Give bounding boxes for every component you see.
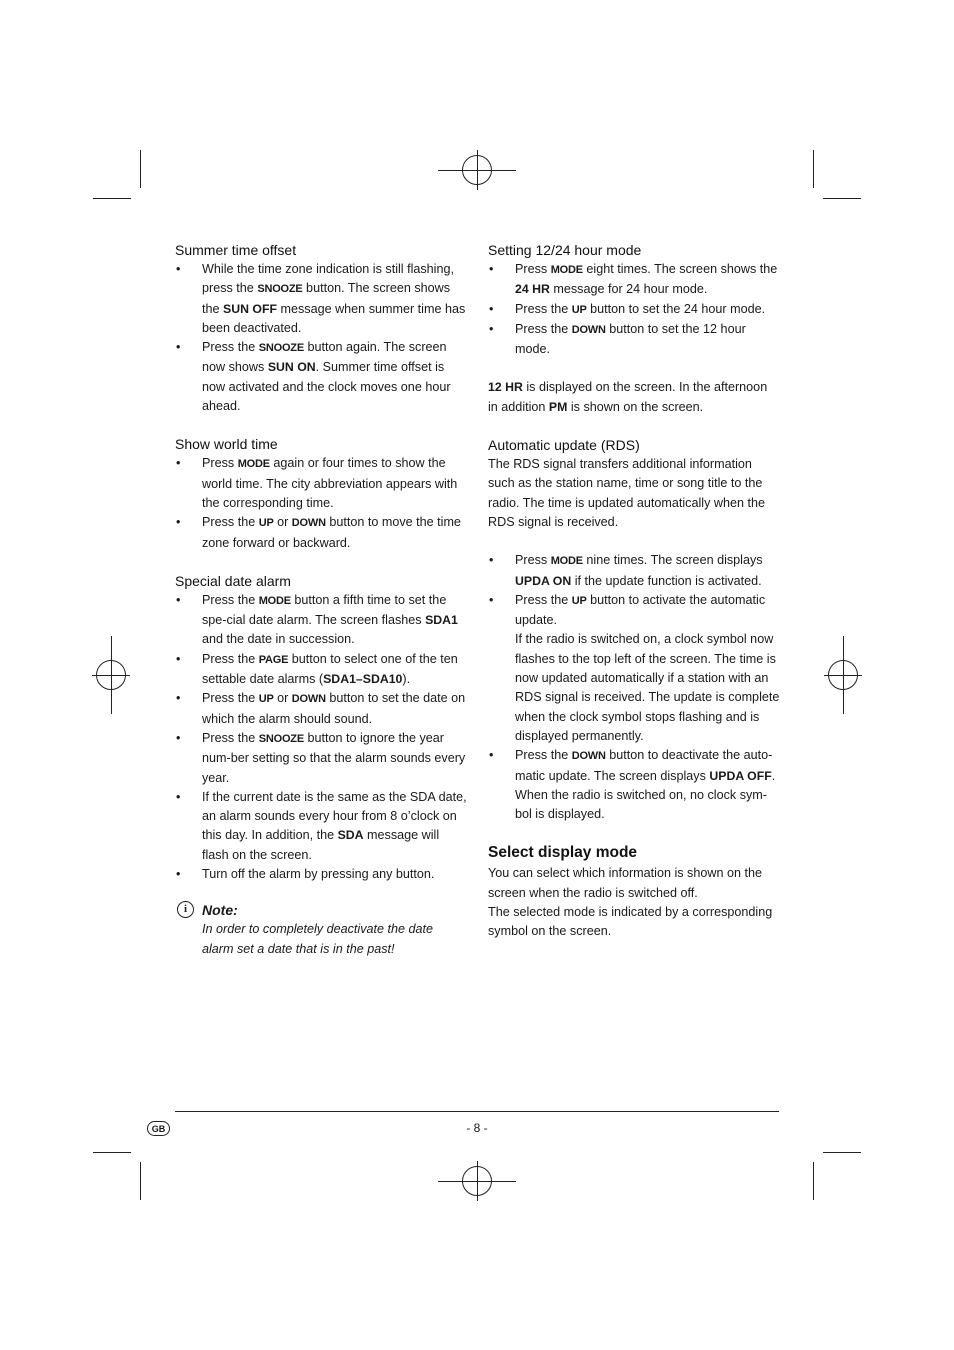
special-date-alarm-section [175,571,467,884]
language-badge: GB [147,1121,170,1136]
list-item: • Press the UP or DOWN button to set the date on which the alarm should sound. [175,689,467,729]
summer-time-list [175,260,467,416]
list-item: • Press the DOWN button to deactivate the auto-matic update. The screen displays UPDA OFF. When the radio is switched on, no clock sym-bol is displayed. [488,746,780,824]
list-item: • Press the SNOOZE button to ignore the year num-ber setting so that the alarm sounds every year. [175,729,467,788]
list-item: • While the time zone indication is still flashing, press the SNOOZE button. The screen shows the SUN OFF message when summer time has been deactivated. [175,260,467,338]
rds-heading: Automatic update (RDS) [488,437,640,454]
note-heading [175,900,467,920]
info-icon: i [177,901,194,918]
list-item: • Press the UP button to set the 24 hour mode. [488,300,780,320]
list-item: • Press MODE eight times. The screen shows the 24 HR message for 24 hour mode. [488,260,780,300]
hour-mode-section [488,240,780,417]
note-box [175,900,467,959]
list-item: • Press the PAGE button to select one of the ten settable date alarms (SDA1–SDA10). [175,650,467,690]
list-item: • Press the SNOOZE button again. The screen now shows SUN ON. Summer time offset is now activated and the clock moves one hour ahead. [175,338,467,416]
list-item: • Press the DOWN button to set the 12 hour mode. [488,320,780,360]
display-mode-heading: Select display mode [488,844,638,862]
note-text: In order to completely deactivate the date alarm set a date that is in the past! [202,922,434,956]
page-number: - 8 - [466,1121,488,1135]
display-mode-p1: You can select which information is shown on the screen when the radio is switched off. [488,866,762,900]
hour-mode-list [488,260,780,359]
list-item: • Press MODE again or four times to show the world time. The city abbreviation appears with the corresponding time. [175,454,467,513]
list-item: • Press the MODE button a fifth time to set the spe-cial date alarm. The screen flashes SDA1 and the date in succession. [175,591,467,650]
special-date-alarm-heading: Special date alarm [175,572,291,589]
list-item: • Press the UP button to activate the automatic update. If the radio is switched on, a clock symbol now flashes to the top left of the screen. The time is now updated automatically if a station with an RDS signal is received. The update is complete when the clock symbol stops flashing and is displayed permanently. [488,591,780,746]
list-item: • Press MODE nine times. The screen displays UPDA ON if the update function is activated. [488,551,780,591]
footer-divider [175,1111,779,1112]
note-title: Note: [202,902,238,919]
right-column [488,240,780,942]
rds-intro: The RDS signal transfers additional information such as the station name, time or song title to the radio. The time is updated automatically when the RDS signal is received. [488,457,765,529]
hour-mode-paragraph: 12 HR is displayed on the screen. In the afternoon in addition PM is shown on the screen. [488,380,768,414]
list-item: • Turn off the alarm by pressing any button. [175,865,467,884]
summer-time-section [175,240,467,416]
special-date-alarm-list [175,591,467,884]
display-mode-p2: The selected mode is indicated by a corresponding symbol on the screen. [488,905,773,939]
display-mode-section [488,842,780,941]
summer-time-heading: Summer time offset [175,242,297,258]
rds-section [488,435,780,824]
hour-mode-heading: Setting 12/24 hour mode [488,242,642,258]
rds-list [488,551,780,824]
list-item: • If the current date is the same as the SDA date, an alarm sounds every hour from 8 o’clock on this day. In addition, the SDA message will flash on the screen. [175,788,467,865]
world-time-heading: Show world time [175,436,278,453]
world-time-section [175,434,467,552]
world-time-list [175,454,467,552]
left-column [175,240,467,959]
list-item: • Press the UP or DOWN button to move the time zone forward or backward. [175,513,467,553]
